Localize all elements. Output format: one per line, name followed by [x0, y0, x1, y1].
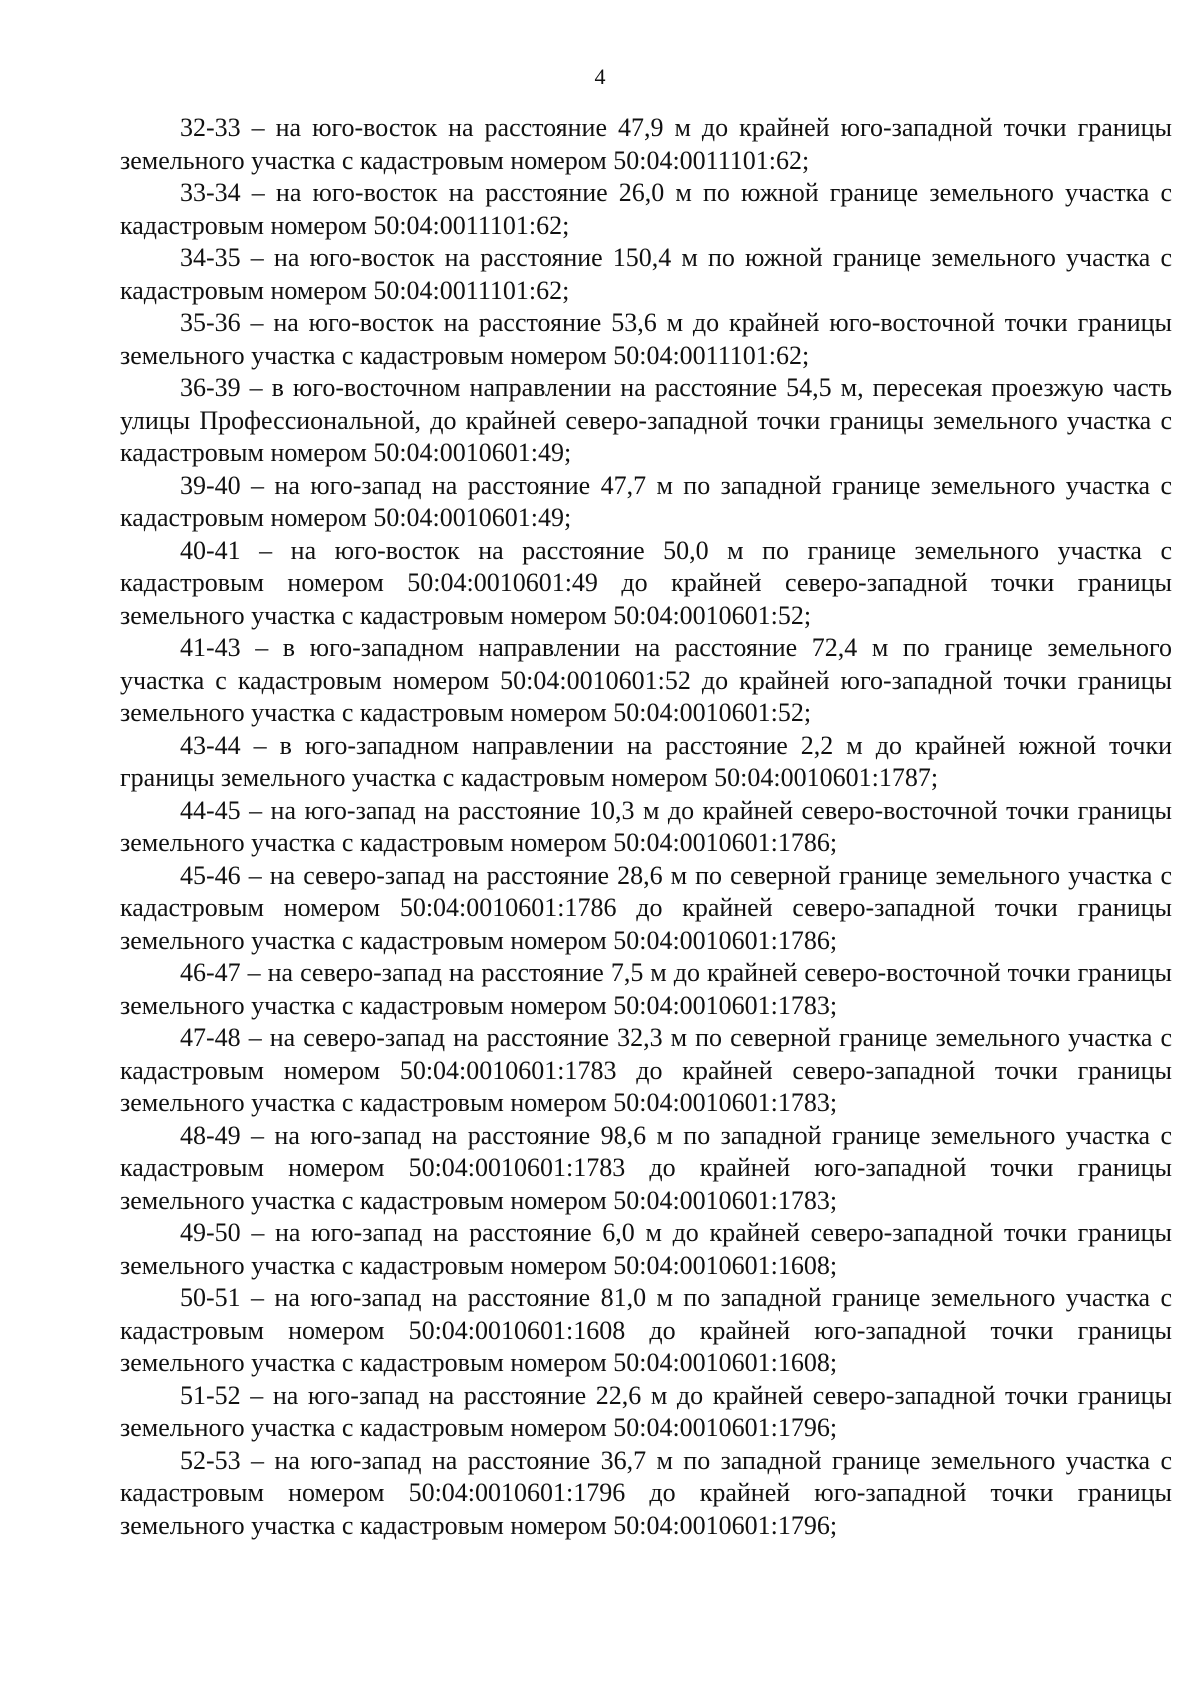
boundary-segment-paragraph: 43-44 – в юго-западном направлении на расстояние 2,2 м до крайней южной точки границы земельного участка с кадастровым номером 50:04:0010601:1787;: [120, 730, 1172, 792]
boundary-segment-paragraph: 50-51 – на юго-запад на расстояние 81,0 м по западной границе земельного участка с кадастровым номером 50:04:0010601:1608 до крайней юго-западной точки границы земельного участка с кадастровым номером 50:04:0010601:1608;: [120, 1283, 1172, 1377]
boundary-segment-paragraph: 41-43 – в юго-западном направлении на расстояние 72,4 м по границе земельного участка с кадастровым номером 50:04:0010601:52 до крайней юго-западной точки границы земельного участка с кадастровым номером 50:04:0010601:52;: [120, 633, 1172, 727]
boundary-segment-paragraph: 33-34 – на юго-восток на расстояние 26,0 м по южной границе земельного участка с кадастровым номером 50:04:0011101:62;: [120, 178, 1172, 240]
boundary-segment-paragraph: 39-40 – на юго-запад на расстояние 47,7 м по западной границе земельного участка с кадастровым номером 50:04:0010601:49;: [120, 470, 1172, 532]
boundary-segment-paragraph: 49-50 – на юго-запад на расстояние 6,0 м до крайней северо-западной точки границы земельного участка с кадастровым номером 50:04:0010601:1608;: [120, 1218, 1172, 1280]
boundary-segment-paragraph: 48-49 – на юго-запад на расстояние 98,6 м по западной границе земельного участка с кадастровым номером 50:04:0010601:1783 до крайней юго-западной точки границы земельного участка с кадастровым номером 50:04:0010601:1783;: [120, 1120, 1172, 1215]
boundary-segment-paragraph: 35-36 – на юго-восток на расстояние 53,6 м до крайней юго-восточной точки границы земельного участка с кадастровым номером 50:04:0011101:62;: [120, 308, 1172, 370]
boundary-segment-paragraph: 52-53 – на юго-запад на расстояние 36,7 м по западной границе земельного участка с кадастровым номером 50:04:0010601:1796 до крайней юго-западной точки границы земельного участка с кадастровым номером 50:04:0010601:1796;: [120, 1445, 1172, 1540]
page-number: 4: [594, 64, 606, 89]
boundary-segment-paragraph: 36-39 – в юго-восточном направлении на расстояние 54,5 м, пересекая проезжую часть улицы Профессиональной, до крайней северо-западной точки границы земельного участка с кадастровым номером 50:04:0010601:49;: [120, 373, 1172, 467]
boundary-segment-paragraph: 51-52 – на юго-запад на расстояние 22,6 м до крайней северо-западной точки границы земельного участка с кадастровым номером 50:04:0010601:1796;: [120, 1380, 1172, 1442]
boundary-segment-paragraph: 40-41 – на юго-восток на расстояние 50,0 м по границе земельного участка с кадастровым номером 50:04:0010601:49 до крайней северо-западной точки границы земельного участка с кадастровым номером 50:04:0010601:52;: [120, 535, 1172, 630]
boundary-segment-paragraph: 47-48 – на северо-запад на расстояние 32,3 м по северной границе земельного участка с кадастровым номером 50:04:0010601:1783 до крайней северо-западной точки границы земельного участка с кадастровым номером 50:04:0010601:1783;: [120, 1023, 1172, 1117]
boundary-segment-paragraph: 34-35 – на юго-восток на расстояние 150,4 м по южной границе земельного участка с кадастровым номером 50:04:0011101:62;: [120, 243, 1172, 305]
boundary-segment-paragraph: 32-33 – на юго-восток на расстояние 47,9 м до крайней юго-западной точки границы земельного участка с кадастровым номером 50:04:0011101:62;: [120, 113, 1172, 175]
boundary-segment-paragraph: 46-47 – на северо-запад на расстояние 7,5 м до крайней северо-восточной точки границы земельного участка с кадастровым номером 50:04:0010601:1783;: [120, 958, 1172, 1020]
document-body: [120, 112, 1172, 1542]
boundary-segment-paragraph: 45-46 – на северо-запад на расстояние 28,6 м по северной границе земельного участка с кадастровым номером 50:04:0010601:1786 до крайней северо-западной точки границы земельного участка с кадастровым номером 50:04:0010601:1786;: [120, 860, 1172, 955]
boundary-segment-paragraph: 44-45 – на юго-запад на расстояние 10,3 м до крайней северо-восточной точки границы земельного участка с кадастровым номером 50:04:0010601:1786;: [120, 795, 1172, 857]
